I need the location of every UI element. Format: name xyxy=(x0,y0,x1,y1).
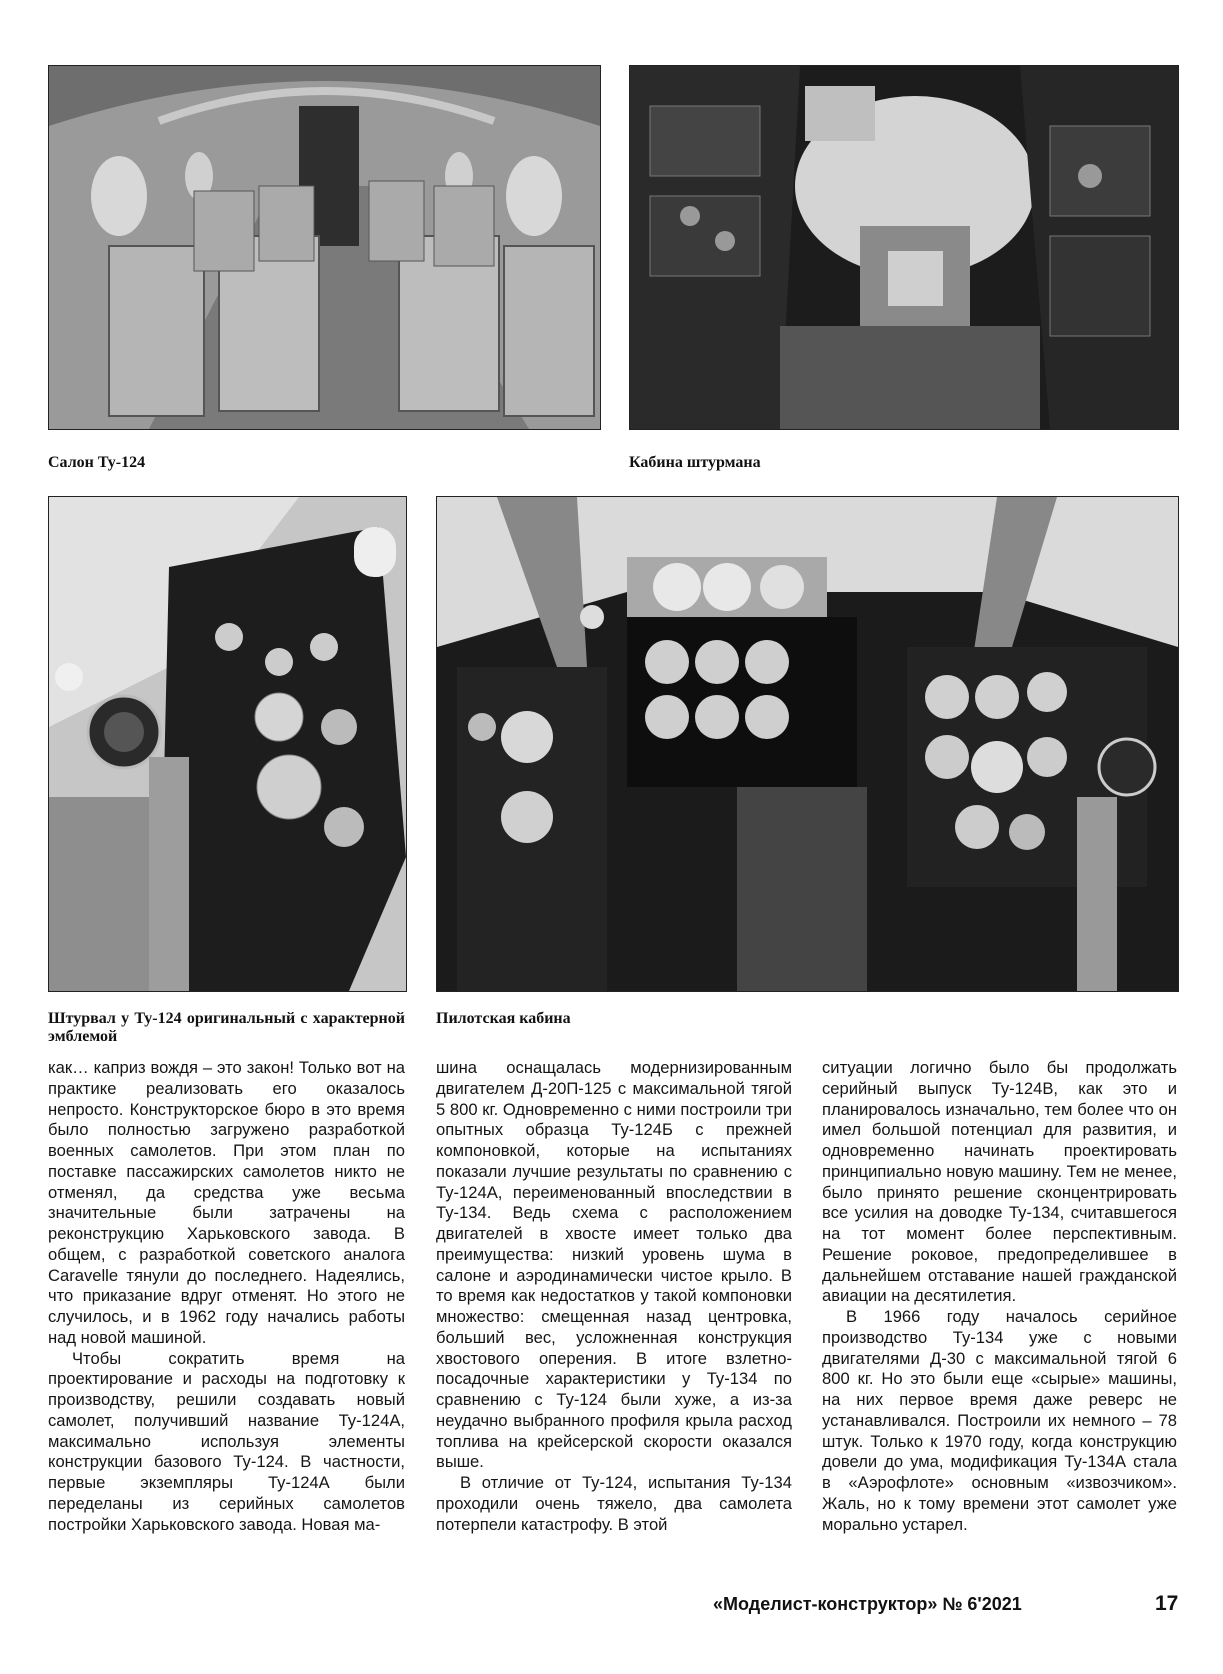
photo-salon xyxy=(48,65,601,430)
col2-paragraph-1: шина оснащалась модернизированным двигателем Д-20П-125 с максимальной тягой 5 800 кг. Одновременно с ними построили три опытных образца Ту-124Б с прежней компоновкой, которые на испытаниях показали лучшие результаты по сравнению с Ту-124А, переименованный впоследствии в Ту-134. Ведь схема с расположением двигателей в хвосте имеет только два преимущества: низкий уровень шума в салоне и аэродинамически чистое крыло. В то время как недостатков у такой компоновки множество: смещенная назад центровка, больший вес, усложненная конструкция хвостового оперения. В итоге взлетно-посадочные характеристики у Ту-134 по сравнению с Ту-124 были хуже, а из-за неудачно выбранного профиля крыла расход топлива на крейсерской скорости оказался выше. xyxy=(436,1058,792,1472)
text-column-3 xyxy=(822,1058,1177,1535)
col1-paragraph-1: как… каприз вождя – это закон! Только вот на практике реализовать его оказалось непросто. Конструкторское бюро в это время было полностью загружено разработкой военных самолетов. При этом план по поставке пассажирских самолетов никто не отменял, да средства уже весьма значительные были затрачены на реконструкцию Харьковского завода. В общем, с разработкой советского аналога Caravelle тянули до последнего. Надеялись, что приказание вдруг отменят. Но этого не случилось, и в 1962 году начались работы над новой машиной. xyxy=(48,1058,405,1347)
photo-yoke xyxy=(48,496,407,992)
photo-pilot-cabin xyxy=(436,496,1179,992)
page-number: 17 xyxy=(1155,1592,1179,1615)
col3-paragraph-1: ситуации логично было бы продолжать серийный выпуск Ту-124В, как это и планировалось изначально, тем более что он имел большой потенциал для развития, и одновременно начинать проектировать принципиально новую машину. Тем не менее, было принято решение сконцентрировать все усилия на доводке Ту-134, считавшегося на тот момент более перспективным. Решение роковое, предопределившее в дальнейшем отставание нашей гражданской авиации на десятилетия. xyxy=(822,1058,1177,1306)
col1-paragraph-2: Чтобы сократить время на проектирование и расходы на подготовку к производству, решили создавать новый самолет, получивший название Ту-124А, максимально используя элементы конструкции базового Ту-124. В частности, первые экземпляры Ту-124А были переделаны из серийных самолетов постройки Харьковского завода. Новая ма- xyxy=(48,1348,405,1534)
text-column-2 xyxy=(436,1058,792,1535)
caption-navigator-cabin: Кабина штурмана xyxy=(629,454,761,471)
magazine-title: «Моделист-конструктор» № 6'2021 xyxy=(713,1594,1022,1614)
photo-navigator-cabin xyxy=(629,65,1179,430)
caption-pilot-cabin: Пилотская кабина xyxy=(436,1010,571,1027)
col2-paragraph-2: В отличие от Ту-124, испытания Ту-134 проходили очень тяжело, два самолета потерпели катастрофу. В этой xyxy=(436,1473,792,1534)
col3-paragraph-2: В 1966 году началось серийное производство Ту-134 уже с новыми двигателями Д-30 с максимальной тягой 6 800 кг. Но это были еще «сырые» машины, на них первое время даже реверс не устанавливался. Построили их немного – 78 штук. Только к 1970 году, когда конструкцию довели до ума, модификация Ту-134А стала в «Аэрофлоте» основным «извозчиком». Жаль, но к тому времени этот самолет уже морально устарел. xyxy=(822,1307,1177,1534)
text-column-1 xyxy=(48,1058,405,1535)
caption-salon: Салон Ту-124 xyxy=(48,454,146,471)
caption-yoke: Штурвал у Ту-124 оригинальный с характерной эмблемой xyxy=(48,1010,405,1045)
